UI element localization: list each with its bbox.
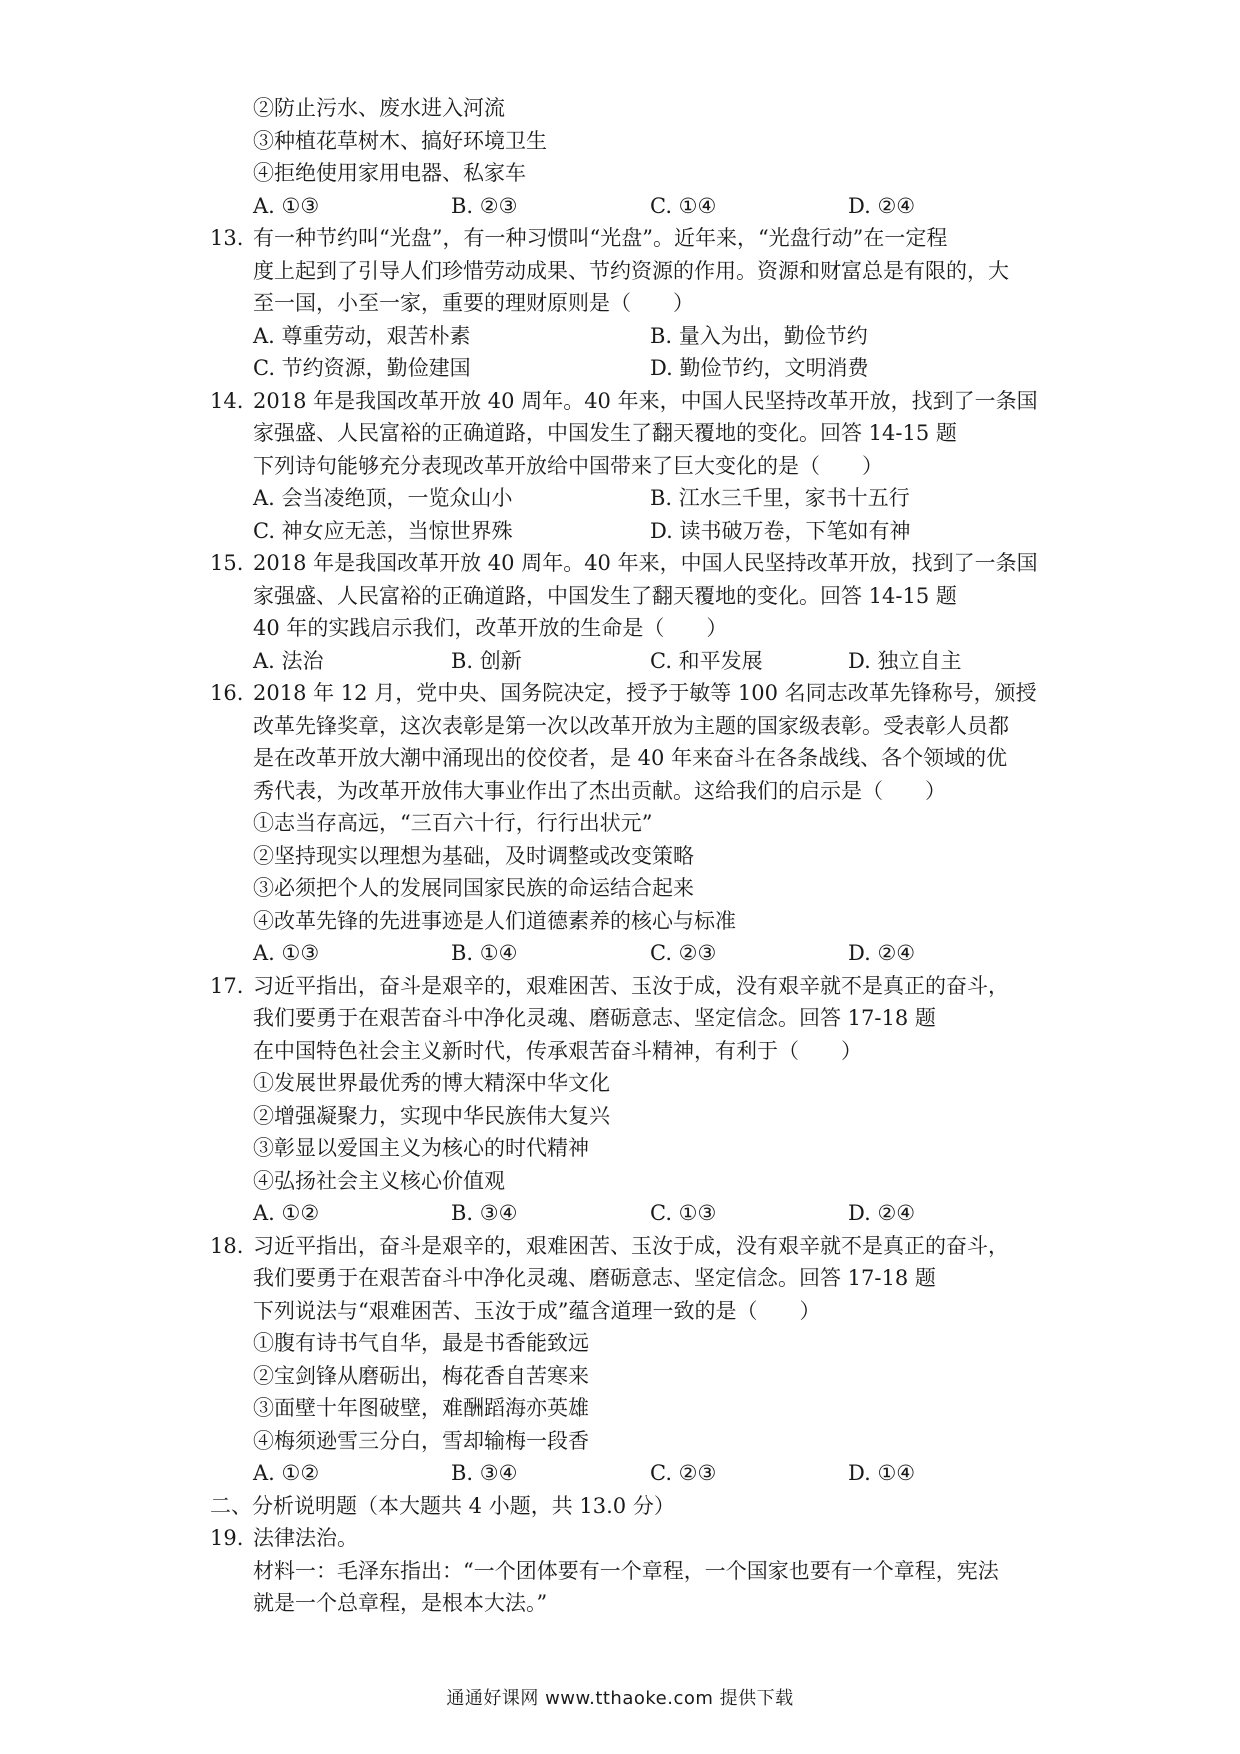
statement: ①发展世界最优秀的博大精深中华文化: [253, 1071, 610, 1095]
statement: ④改革先锋的先进事迹是人们道德素养的核心与标准: [253, 908, 736, 933]
question-number: 15.: [210, 551, 244, 575]
statement: ④拒绝使用家用电器、私家车: [253, 161, 526, 185]
document-body: [0, 92, 1240, 1620]
question-number: 19.: [210, 1526, 244, 1550]
question-16-line: [0, 677, 1240, 710]
option-d: D. 独立自主: [848, 648, 962, 673]
statement: ④梅须逊雪三分白，雪却输梅一段香: [253, 1428, 589, 1453]
options-row: [0, 1457, 1240, 1490]
option-d: D. ②④: [848, 941, 916, 965]
question-text: 就是一个总章程，是根本大法。”: [253, 1591, 548, 1615]
question-text: 家强盛、人民富裕的正确道路，中国发生了翻天覆地的变化。回答 14-15 题: [253, 583, 957, 608]
option-b: B. ①④: [451, 941, 518, 965]
question-17-line: [0, 970, 1240, 1003]
options-row: [0, 937, 1240, 970]
statement: ③面壁十年图破壁，难酬蹈海亦英雄: [253, 1396, 589, 1420]
option-a: A. 尊重劳动，艰苦朴素: [253, 323, 471, 348]
option-b: B. ②③: [451, 193, 518, 218]
question-text: 度上起到了引导人们珍惜劳动成果、节约资源的作用。资源和财富总是有限的，大: [253, 258, 1009, 283]
question-18-line: [0, 1230, 1240, 1263]
question-14-line: [0, 385, 1240, 418]
option-d: D. ②④: [848, 193, 916, 218]
statement: ②宝剑锋从磨砺出，梅花香自苦寒来: [253, 1363, 589, 1388]
statement: ①腹有诗书气自华，最是书香能致远: [253, 1331, 589, 1355]
question-text: 是在改革开放大潮中涌现出的佼佼者，是 40 年来奋斗在各条战线、各个领域的优: [253, 746, 1008, 770]
option-c: C. ①④: [650, 193, 717, 218]
question-text: 有一种节约叫“光盘”，有一种习惯叫“光盘”。近年来，“光盘行动”在一定程: [253, 226, 948, 250]
question-text: 习近平指出，奋斗是艰辛的，艰难困苦、玉汝于成，没有艰辛就不是真正的奋斗，: [253, 973, 1009, 998]
question-number: 14.: [210, 388, 244, 413]
question-text: 40 年的实践启示我们，改革开放的生命是（ ）: [253, 616, 728, 640]
question-text: 2018 年是我国改革开放 40 周年。40 年来，中国人民坚持改革开放，找到了一条国: [253, 551, 1038, 575]
option-a: A. 法治: [253, 648, 324, 673]
option-b: B. ③④: [451, 1201, 518, 1225]
option-a: A. ①②: [253, 1461, 320, 1485]
statement: ④弘扬社会主义核心价值观: [253, 1168, 505, 1193]
option-b: B. 江水三千里，家书十五行: [650, 486, 910, 510]
option-a: A. 会当凌绝顶，一览众山小: [253, 486, 513, 510]
option-c: C. ①③: [650, 1201, 717, 1225]
question-text: 法律法治。: [253, 1526, 358, 1550]
section-heading: 二、分析说明题（本大题共 4 小题，共 13.0 分）: [210, 1493, 675, 1518]
options-row: [0, 190, 1240, 223]
option-a: A. ①③: [253, 941, 320, 965]
statement: ②增强凝聚力，实现中华民族伟大复兴: [253, 1103, 610, 1128]
question-number: 18.: [210, 1233, 244, 1258]
question-15-line: [0, 547, 1240, 580]
options-row: [0, 1197, 1240, 1230]
option-b: B. 创新: [451, 648, 522, 673]
option-d: D. 勤俭节约，文明消费: [650, 356, 869, 380]
question-13-line: [0, 222, 1240, 255]
option-c: C. 节约资源，勤俭建国: [253, 356, 471, 380]
question-number: 17.: [210, 973, 244, 998]
options-row: [0, 515, 1240, 548]
question-text: 下列诗句能够充分表现改革开放给中国带来了巨大变化的是（ ）: [253, 453, 883, 478]
question-number: 13.: [210, 226, 244, 250]
options-row: [0, 352, 1240, 385]
question-text: 习近平指出，奋斗是艰辛的，艰难困苦、玉汝于成，没有艰辛就不是真正的奋斗，: [253, 1233, 1009, 1258]
option-b: B. ③④: [451, 1461, 518, 1485]
option-d: D. ①④: [848, 1461, 916, 1485]
question-text: 我们要勇于在艰苦奋斗中净化灵魂、磨砺意志、坚定信念。回答 17-18 题: [253, 1006, 936, 1030]
statement: ③彰显以爱国主义为核心的时代精神: [253, 1136, 589, 1160]
option-c: C. ②③: [650, 1461, 717, 1485]
question-text: 我们要勇于在艰苦奋斗中净化灵魂、磨砺意志、坚定信念。回答 17-18 题: [253, 1266, 936, 1290]
options-row: [0, 320, 1240, 353]
question-text: 改革先锋奖章，这次表彰是第一次以改革开放为主题的国家级表彰。受表彰人员都: [253, 713, 1009, 738]
option-d: D. 读书破万卷，下笔如有神: [650, 518, 911, 543]
question-text: 在中国特色社会主义新时代，传承艰苦奋斗精神，有利于（ ）: [253, 1038, 862, 1063]
statement: ②坚持现实以理想为基础，及时调整或改变策略: [253, 843, 694, 868]
question-text: 家强盛、人民富裕的正确道路，中国发生了翻天覆地的变化。回答 14-15 题: [253, 421, 957, 445]
question-text: 2018 年 12 月，党中央、国务院决定，授予于敏等 100 名同志改革先锋称号，颁授: [253, 681, 1037, 705]
question-text: 下列说法与“艰难困苦、玉汝于成”蕴含道理一致的是（ ）: [253, 1298, 821, 1323]
option-a: A. ①③: [253, 193, 320, 218]
statement: ②防止污水、废水进入河流: [253, 96, 505, 120]
question-number: 16.: [210, 681, 244, 705]
option-b: B. 量入为出，勤俭节约: [650, 323, 868, 348]
option-c: C. 神女应无恙，当惊世界殊: [253, 518, 513, 543]
question-text: 至一国，小至一家，重要的理财原则是（ ）: [253, 291, 694, 315]
statement: ③种植花草树木、搞好环境卫生: [253, 128, 547, 153]
statement: ③必须把个人的发展同国家民族的命运结合起来: [253, 876, 694, 900]
page-footer: 通通好课网 www.tthaoke.com 提供下载: [446, 1688, 794, 1709]
option-a: A. ①②: [253, 1201, 320, 1225]
option-c: C. ②③: [650, 941, 717, 965]
option-c: C. 和平发展: [650, 648, 763, 673]
options-row: [0, 482, 1240, 515]
question-text: 材料一：毛泽东指出：“一个团体要有一个章程，一个国家也要有一个章程，宪法: [253, 1558, 999, 1583]
question-text: 2018 年是我国改革开放 40 周年。40 年来，中国人民坚持改革开放，找到了一条国: [253, 388, 1038, 413]
options-row: [0, 645, 1240, 678]
option-d: D. ②④: [848, 1201, 916, 1225]
question-19-line: [0, 1522, 1240, 1555]
question-text: 秀代表，为改革开放伟大事业作出了杰出贡献。这给我们的启示是（ ）: [253, 778, 946, 803]
statement: ①志当存高远，“三百六十行，行行出状元”: [253, 811, 653, 835]
